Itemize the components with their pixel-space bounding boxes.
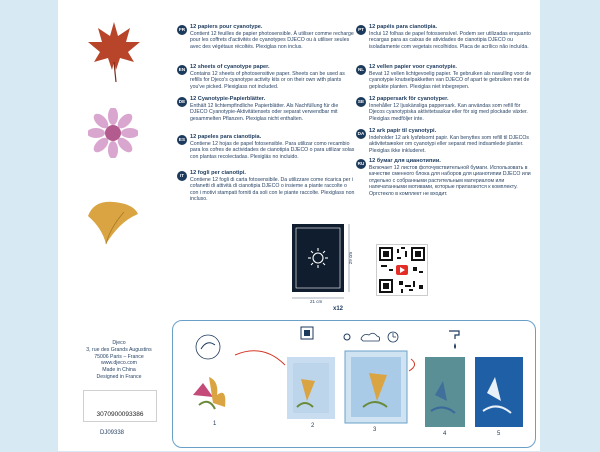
step-number: 5 xyxy=(497,431,501,437)
address-line: Designed in France xyxy=(96,373,142,380)
block-es xyxy=(177,134,355,160)
address-line: www.djeco.com xyxy=(100,360,138,367)
block-title: 12 fogli per cianotipi. xyxy=(190,170,246,176)
block-en xyxy=(177,64,355,90)
address-line: 75006 Paris – France xyxy=(94,353,144,360)
address-line: Made in China xyxy=(102,367,136,374)
block-title: 12 бумаг для цианотипии. xyxy=(369,158,441,164)
block-body: Contiene 12 hojas de papel fotosensible. Para utilizar como recambio para los cofres de actividades de cianotipia DJECO o para utilizar solas con plantas recolectadas. Plexiglás no incluido. xyxy=(190,140,355,160)
sheet-illustration xyxy=(288,222,358,312)
block-body: Contains 12 sheets of photosensitive paper. Sheets can be used as refills for Djeco's cyanotype activity kits or on their own with plants you've picked. Plexiglass not included. xyxy=(190,70,345,90)
steps-panel xyxy=(172,320,536,448)
block-body: Contient 12 feuilles de papier photosensible. À utiliser comme recharge pour les coffrets d'activités de cyanotypes DJECO ou à utiliser seules avec des végétaux récoltés. Plexiglas non inclus. xyxy=(190,30,354,50)
instruction-icons xyxy=(301,327,459,349)
block-body: Contiene 12 fogli di carta fotosensibile. Da utilizzare come ricarica per i cofanetti di attività di cianotipia DJECO o insieme a piante raccolte o con i motivi stampati forniti da soli con le piante raccolte. Plexiglass non incluso. xyxy=(190,176,355,203)
lang-badge-en: EN xyxy=(177,65,187,75)
block-title: 12 sheets of cyanotype paper. xyxy=(190,64,270,70)
product-reference: DJ09338 xyxy=(100,430,125,436)
block-title: 12 papiers pour cyanotype. xyxy=(190,24,263,30)
address-line: 3, rue des Grands Augustins xyxy=(86,346,152,353)
block-pt xyxy=(356,24,534,50)
lang-badge-fr: FR xyxy=(177,25,187,35)
sheet-width-label: 21 cm xyxy=(310,299,323,304)
block-title: 12 Cyanotypie-Papierblätter. xyxy=(190,96,266,102)
maple-leaf-image xyxy=(86,18,142,84)
company-address xyxy=(68,340,170,381)
qr-code-pattern xyxy=(377,245,427,295)
address-line: Djeco xyxy=(112,340,126,346)
block-body: Включает 12 листов фоточувствительной бумаги. Использовать в качестве сменного блока для наборов для цианотипии DJECO или отдельно с собранными растительным материалом или напечатанными мотивами, которые прилагаются к комплекту. Оргстекло в комплект не входит. xyxy=(369,164,531,197)
barcode-number: 3070900093386 xyxy=(96,411,144,418)
block-da xyxy=(356,128,534,154)
block-body: Inclui 12 folhas de papel fotossensível. Podem ser utilizadas enquanto recargas para as caixas de atividades de cianotipia DJECO ou isoladamente com vegetais recolhidos. Placa de acrílico não incluída. xyxy=(369,30,531,50)
block-body: Bevat 12 vellen lichtgevoelig papier. Te gebruiken als navulling voor de cyanotypie knutselpakketten van DJECO of apart te gebruiken met de geplukte planten. Plexiglas niet inbegrepen. xyxy=(369,70,532,90)
lang-badge-nl: NL xyxy=(356,65,366,75)
step-number: 2 xyxy=(311,423,315,429)
block-body: Enthält 12 lichtempfindliche Papierblätter. Als Nachfüllung für die DJECO Cyanotypie-Aktivitätensets oder separat verwendbar mit gesammelten Pflanzen. Plexiglas nicht enthalten. xyxy=(190,102,339,122)
barcode xyxy=(83,390,157,422)
step-number: 4 xyxy=(443,431,447,437)
block-title: 12 vellen papier voor cyanotypie. xyxy=(369,64,457,70)
lang-badge-da: DA xyxy=(356,129,366,139)
block-fr xyxy=(177,24,355,50)
block-body: Innehåller 12 ljuskänsliga pappersark. Kan användas som refill för Djecos cyanotypiska aktivitetsaskar eller för sig med plockade växter. Plexiglas medföljer inte. xyxy=(369,102,528,122)
block-title: 12 pappersark för cyanotyper. xyxy=(369,96,449,102)
step-number: 1 xyxy=(213,421,217,427)
block-it xyxy=(177,170,355,203)
block-title: 12 papeles para cianotipia. xyxy=(190,134,262,140)
block-ru xyxy=(356,158,534,198)
sheet-count: x12 xyxy=(333,306,344,312)
block-title: 12 papéis para cianotipia. xyxy=(369,24,438,30)
lang-badge-it: IT xyxy=(177,171,187,181)
steps-illustration xyxy=(173,321,535,447)
block-nl xyxy=(356,64,534,90)
sheet-height-label: 29 cm xyxy=(348,252,353,265)
lang-badge-de: DE xyxy=(177,97,187,107)
daisy-flower-image xyxy=(88,108,138,158)
block-se xyxy=(356,96,534,122)
step-number: 3 xyxy=(373,427,377,433)
block-title: 12 ark papir til cyanotypi. xyxy=(369,128,437,134)
block-body: Indeholder 12 ark lysfølsomt papir. Kan benyttes som refill til DJECOs aktivitetsæsker om cyanotypi eller separat med indsamlede planter. Plexiglas ikke inkluderet. xyxy=(369,134,530,154)
lang-badge-se: SE xyxy=(356,97,366,107)
lang-badge-es: ES xyxy=(177,135,187,145)
block-de xyxy=(177,96,355,122)
lang-badge-pt: PT xyxy=(356,25,366,35)
lang-badge-ru: RU xyxy=(356,159,366,169)
ginkgo-leaf-image xyxy=(84,198,140,246)
sheet-drawing xyxy=(288,222,358,312)
qr-code xyxy=(376,244,428,296)
